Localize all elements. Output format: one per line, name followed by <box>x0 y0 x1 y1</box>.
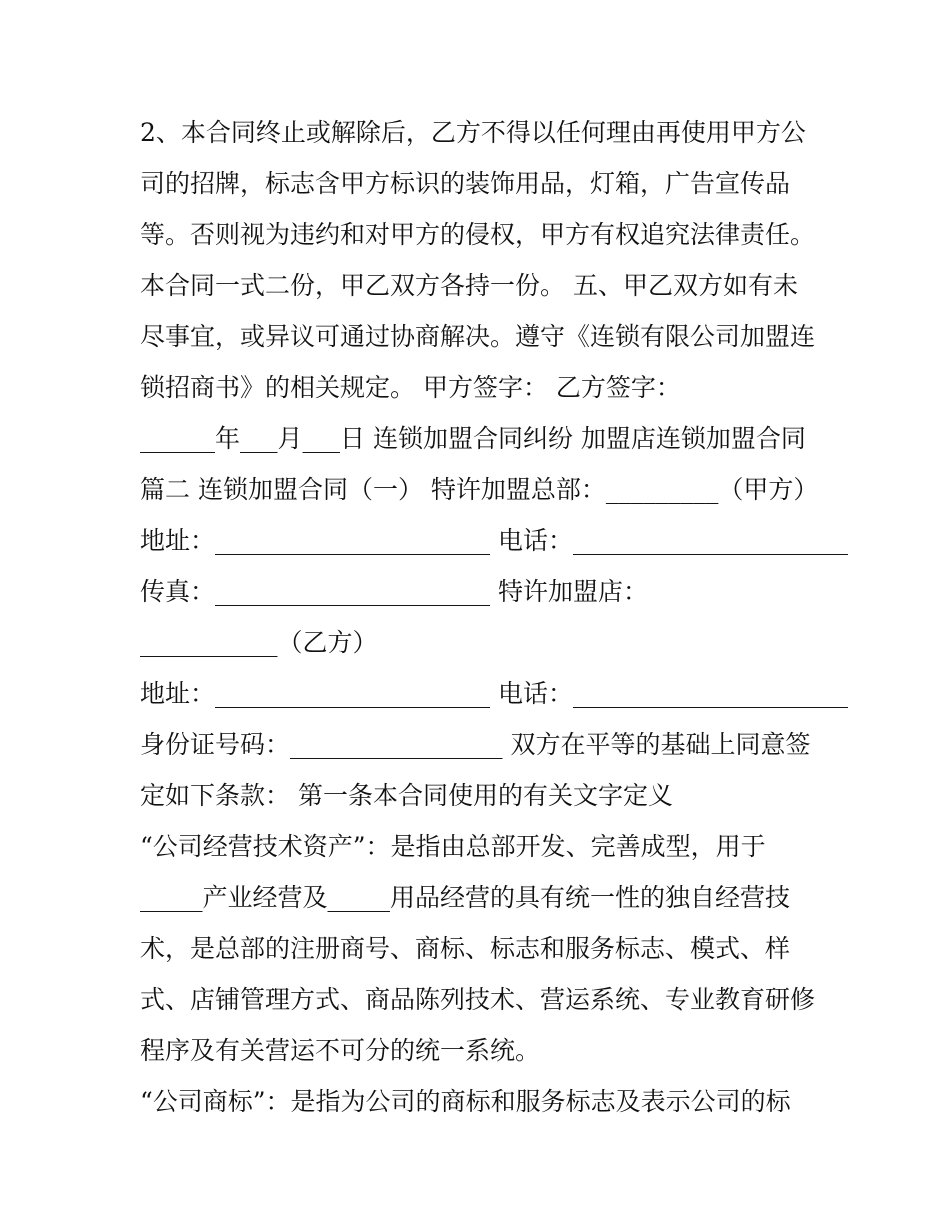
text-line: 司的招牌，标志含甲方标识的装饰用品，灯箱，广告宣传品 <box>140 169 791 198</box>
text-line: 传真：______________________ 特许加盟店： <box>140 577 648 606</box>
text-line: 本合同一式二份，甲乙双方各持一份。 五、甲乙双方如有未 <box>140 271 798 300</box>
text-line: ______年___月___日 连锁加盟合同纠纷 加盟店连锁加盟合同 <box>140 424 806 453</box>
text-line: 篇二 连锁加盟合同（一） 特许加盟总部：_________（甲方） <box>140 475 819 504</box>
text-line: 地址：______________________ 电话：______________________ <box>140 526 848 555</box>
text-line: “公司经营技术资产”：是指由总部开发、完善成型，用于 <box>140 832 766 861</box>
text-line: 2、本合同终止或解除后，乙方不得以任何理由再使用甲方公 <box>140 118 806 147</box>
text-line: 等。否则视为违约和对甲方的侵权，甲方有权追究法律责任。 <box>140 220 816 249</box>
text-line: 术，是总部的注册商号、商标、标志和服务标志、模式、样 <box>140 934 791 963</box>
text-line: ___________（乙方） <box>140 628 378 657</box>
text-line: 锁招商书》的相关规定。 甲方签字： 乙方签字： <box>140 373 681 402</box>
text-line: 尽事宜，或异议可通过协商解决。遵守《连锁有限公司加盟连 <box>140 322 816 351</box>
contract-text <box>140 107 848 1127</box>
text-line: 程序及有关营运不可分的统一系统。 <box>140 1036 541 1065</box>
text-line: 定如下条款： 第一条本合同使用的有关文字定义 <box>140 781 673 810</box>
text-line: 地址：______________________ 电话：______________________ <box>140 679 848 708</box>
text-line: “公司商标”：是指为公司的商标和服务标志及表示公司的标 <box>140 1087 791 1116</box>
text-line: 式、店铺管理方式、商品陈列技术、营运系统、专业教育研修 <box>140 985 816 1014</box>
text-line: _____产业经营及_____用品经营的具有统一性的独自经营技 <box>140 883 791 912</box>
text-line: 身份证号码：_________________ 双方在平等的基础上同意签 <box>140 730 811 759</box>
